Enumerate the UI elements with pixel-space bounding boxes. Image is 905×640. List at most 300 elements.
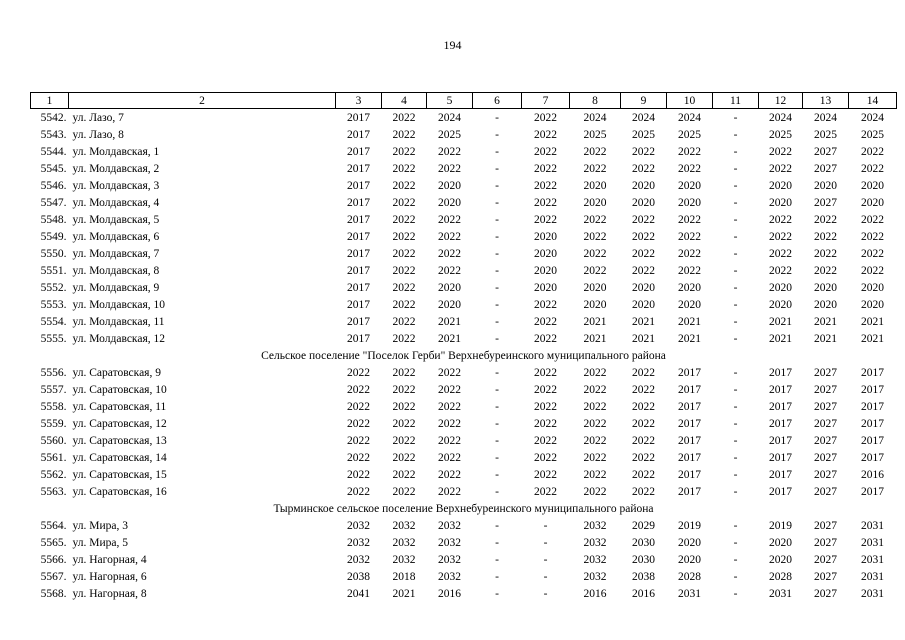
- year-cell-col-11: -: [733, 230, 738, 243]
- year-cell-col-14: 2031: [861, 519, 884, 532]
- address-cell: ул. Молдавская, 10: [72, 298, 165, 311]
- year-cell-col-3: 2017: [347, 111, 370, 124]
- year-cell-col-12: 2017: [769, 485, 792, 498]
- year-cell-col-4: 2022: [392, 162, 416, 175]
- year-cell-col-10: 2017: [678, 400, 701, 413]
- address-cell: ул. Молдавская, 5: [72, 213, 160, 226]
- year-cell-col-12: 2017: [769, 434, 792, 447]
- year-cell-col-6: -: [495, 247, 499, 260]
- year-cell-col-8: 2032: [583, 519, 607, 532]
- year-cell-col-12: 2025: [769, 128, 792, 141]
- year-cell-col-3: 2022: [347, 366, 370, 379]
- row-number: 5545.: [40, 162, 67, 175]
- year-cell-col-12: 2022: [769, 264, 792, 277]
- year-cell-col-12: 2021: [769, 315, 792, 328]
- year-cell-col-14: 2017: [861, 400, 884, 413]
- address-cell: ул. Саратовская, 14: [72, 451, 167, 464]
- year-cell-col-8: 2021: [583, 332, 607, 345]
- table-row: [31, 126, 897, 143]
- year-cell-col-9: 2022: [632, 247, 655, 260]
- row-number: 5558.: [40, 400, 67, 413]
- year-cell-col-6: -: [495, 383, 499, 396]
- year-cell-col-14: 2017: [861, 434, 884, 447]
- row-number-cell: [31, 568, 69, 585]
- column-header-11: 11: [713, 93, 759, 109]
- header-row: [31, 93, 897, 109]
- column-header-5: 5: [427, 93, 473, 109]
- year-cell-col-4: 2022: [392, 434, 416, 447]
- year-cell-col-5: 2020: [438, 298, 461, 311]
- year-cell-col-11: -: [733, 366, 738, 379]
- year-cell-col-13: 2021: [814, 332, 837, 345]
- year-cell-col-5: 2021: [438, 315, 461, 328]
- year-cell-col-9: 2025: [632, 128, 655, 141]
- year-cell-col-9: 2022: [632, 417, 655, 430]
- year-cell-col-6: -: [495, 162, 499, 175]
- year-cell-col-14: 2020: [861, 196, 884, 209]
- year-cell-col-5: 2020: [438, 196, 461, 209]
- year-cell-col-8: 2032: [583, 536, 607, 549]
- year-cell-col-12: 2022: [769, 162, 792, 175]
- year-cell-col-8: 2022: [583, 162, 607, 175]
- address-cell: ул. Молдавская, 1: [72, 145, 160, 158]
- year-cell-col-14: 2020: [861, 281, 884, 294]
- year-cell-col-14: 2031: [861, 536, 884, 549]
- year-cell-col-7: 2022: [534, 145, 557, 158]
- year-cell-col-4: 2022: [392, 264, 416, 277]
- row-number-cell: [31, 296, 69, 313]
- address-cell: ул. Лазо, 7: [72, 111, 124, 124]
- year-cell-col-3: 2022: [347, 485, 370, 498]
- year-cell-col-12: 2017: [769, 366, 792, 379]
- address-cell: ул. Саратовская, 12: [72, 417, 167, 430]
- year-cell-col-13: 2020: [814, 281, 837, 294]
- year-cell-col-11: -: [733, 587, 738, 600]
- year-cell-col-4: 2022: [392, 298, 416, 311]
- year-cell-col-7: 2022: [534, 196, 557, 209]
- year-cell-col-13: 2027: [814, 570, 837, 583]
- year-cell-col-9: 2022: [632, 213, 655, 226]
- year-cell-col-11: -: [733, 451, 738, 464]
- row-number: 5543.: [40, 128, 67, 141]
- address-cell: ул. Молдавская, 7: [72, 247, 160, 260]
- year-cell-col-4: 2032: [392, 536, 416, 549]
- year-cell-col-10: 2025: [678, 128, 701, 141]
- row-number-cell: [31, 126, 69, 143]
- year-cell-col-7: 2020: [534, 264, 557, 277]
- year-cell-col-12: 2021: [769, 332, 792, 345]
- year-cell-col-8: 2022: [583, 230, 607, 243]
- year-cell-col-7: 2020: [534, 281, 557, 294]
- year-cell-col-10: 2019: [678, 519, 701, 532]
- year-cell-col-12: 2020: [769, 179, 792, 192]
- year-cell-col-5: 2022: [438, 230, 461, 243]
- year-cell-col-3: 2032: [347, 553, 370, 566]
- row-number-cell: [31, 551, 69, 568]
- table-row: [31, 211, 897, 228]
- year-cell-col-5: 2032: [438, 536, 461, 549]
- year-cell-col-14: 2022: [861, 213, 884, 226]
- year-cell-col-9: 2022: [632, 264, 655, 277]
- year-cell-col-7: 2022: [534, 315, 557, 328]
- year-cell-col-13: 2027: [814, 485, 837, 498]
- section-header-row: [31, 347, 897, 364]
- table-row: [31, 228, 897, 245]
- year-cell-col-10: 2022: [678, 145, 701, 158]
- address-cell: ул. Саратовская, 10: [72, 383, 167, 396]
- table-row: [31, 177, 897, 194]
- year-cell-col-13: 2027: [814, 434, 837, 447]
- year-cell-col-11: -: [733, 162, 738, 175]
- year-cell-col-7: 2022: [534, 434, 557, 447]
- row-number-cell: [31, 364, 69, 381]
- year-cell-col-12: 2020: [769, 281, 792, 294]
- year-cell-col-10: 2017: [678, 417, 701, 430]
- year-cell-col-3: 2017: [347, 128, 370, 141]
- row-number-cell: [31, 228, 69, 245]
- year-cell-col-9: 2030: [632, 536, 655, 549]
- year-cell-col-5: 2022: [438, 247, 461, 260]
- year-cell-col-8: 2021: [583, 315, 607, 328]
- year-cell-col-11: -: [733, 570, 738, 583]
- year-cell-col-11: -: [733, 145, 738, 158]
- row-number-cell: [31, 466, 69, 483]
- year-cell-col-14: 2017: [861, 451, 884, 464]
- year-cell-col-7: 2022: [534, 468, 557, 481]
- year-cell-col-3: 2017: [347, 196, 370, 209]
- year-cell-col-3: 2017: [347, 332, 370, 345]
- year-cell-col-13: 2020: [814, 179, 837, 192]
- year-cell-col-5: 2022: [438, 264, 461, 277]
- year-cell-col-6: -: [495, 281, 499, 294]
- row-number: 5548.: [40, 213, 67, 226]
- row-number: 5546.: [40, 179, 67, 192]
- year-cell-col-9: 2020: [632, 196, 655, 209]
- year-cell-col-13: 2022: [814, 247, 837, 260]
- year-cell-col-10: 2017: [678, 468, 701, 481]
- row-number: 5550.: [40, 247, 67, 260]
- year-cell-col-8: 2020: [583, 281, 607, 294]
- row-number-cell: [31, 449, 69, 466]
- year-cell-col-14: 2017: [861, 485, 884, 498]
- year-cell-col-14: 2031: [861, 570, 884, 583]
- address-cell: ул. Лазо, 8: [72, 128, 124, 141]
- year-cell-col-7: 2022: [534, 332, 557, 345]
- row-number-cell: [31, 330, 69, 347]
- table-row: [31, 449, 897, 466]
- year-cell-col-3: 2017: [347, 145, 370, 158]
- year-cell-col-6: -: [495, 570, 499, 583]
- year-cell-col-3: 2032: [347, 519, 370, 532]
- column-header-9: 9: [621, 93, 667, 109]
- year-cell-col-3: 2017: [347, 264, 370, 277]
- year-cell-col-7: 2022: [534, 417, 557, 430]
- year-cell-col-11: -: [733, 298, 738, 311]
- row-number: 5567.: [40, 570, 67, 583]
- table-row: [31, 415, 897, 432]
- year-cell-col-3: 2022: [347, 383, 370, 396]
- column-header-12: 12: [759, 93, 803, 109]
- year-cell-col-4: 2022: [392, 400, 416, 413]
- year-cell-col-10: 2020: [678, 179, 701, 192]
- year-cell-col-13: 2021: [814, 315, 837, 328]
- year-cell-col-11: -: [733, 315, 738, 328]
- year-cell-col-8: 2022: [583, 417, 607, 430]
- year-cell-col-6: -: [495, 145, 499, 158]
- year-cell-col-10: 2020: [678, 281, 701, 294]
- year-cell-col-6: -: [495, 519, 499, 532]
- year-cell-col-11: -: [733, 179, 738, 192]
- column-header-3: 3: [336, 93, 382, 109]
- year-cell-col-4: 2022: [392, 468, 416, 481]
- year-cell-col-12: 2020: [769, 298, 792, 311]
- year-cell-col-14: 2022: [861, 247, 884, 260]
- year-cell-col-5: 2020: [438, 281, 461, 294]
- year-cell-col-14: 2016: [861, 468, 884, 481]
- table-row: [31, 279, 897, 296]
- year-cell-col-8: 2022: [583, 213, 607, 226]
- year-cell-col-11: -: [733, 468, 738, 481]
- year-cell-col-6: -: [495, 485, 499, 498]
- year-cell-col-8: 2032: [583, 553, 607, 566]
- year-cell-col-13: 2025: [814, 128, 837, 141]
- year-cell-col-6: -: [495, 417, 499, 430]
- year-cell-col-8: 2022: [583, 434, 607, 447]
- year-cell-col-10: 2028: [678, 570, 701, 583]
- row-number: 5554.: [40, 315, 67, 328]
- column-header-1: 1: [31, 93, 69, 109]
- year-cell-col-7: 2020: [534, 247, 557, 260]
- year-cell-col-10: 2022: [678, 213, 701, 226]
- year-cell-col-10: 2020: [678, 298, 701, 311]
- year-cell-col-10: 2022: [678, 264, 701, 277]
- year-cell-col-10: 2020: [678, 196, 701, 209]
- table-row: [31, 296, 897, 313]
- year-cell-col-9: 2038: [632, 570, 655, 583]
- year-cell-col-8: 2022: [583, 264, 607, 277]
- year-cell-col-5: 2032: [438, 570, 461, 583]
- table-row: [31, 432, 897, 449]
- year-cell-col-13: 2027: [814, 417, 837, 430]
- year-cell-col-14: 2020: [861, 179, 884, 192]
- year-cell-col-6: -: [495, 264, 499, 277]
- year-cell-col-12: 2017: [769, 468, 792, 481]
- year-cell-col-3: 2017: [347, 281, 370, 294]
- year-cell-col-5: 2022: [438, 145, 461, 158]
- row-number: 5555.: [40, 332, 67, 345]
- year-cell-col-9: 2022: [632, 468, 655, 481]
- year-cell-col-7: 2022: [534, 128, 557, 141]
- row-number: 5565.: [40, 536, 67, 549]
- year-cell-col-8: 2016: [583, 587, 607, 600]
- year-cell-col-8: 2022: [583, 468, 607, 481]
- table-row: [31, 330, 897, 347]
- year-cell-col-11: -: [733, 519, 738, 532]
- row-number-cell: [31, 160, 69, 177]
- table-row: [31, 143, 897, 160]
- year-cell-col-13: 2027: [814, 196, 837, 209]
- row-number: 5563.: [40, 485, 67, 498]
- row-number: 5549.: [40, 230, 67, 243]
- year-cell-col-14: 2017: [861, 366, 884, 379]
- year-cell-col-5: 2025: [438, 128, 461, 141]
- year-cell-col-6: -: [495, 196, 499, 209]
- year-cell-col-9: 2022: [632, 366, 655, 379]
- year-cell-col-5: 2020: [438, 179, 461, 192]
- year-cell-col-3: 2022: [347, 417, 370, 430]
- year-cell-col-14: 2024: [861, 111, 884, 124]
- column-header-7: 7: [522, 93, 570, 109]
- column-header-13: 13: [803, 93, 849, 109]
- year-cell-col-10: 2031: [678, 587, 701, 600]
- year-cell-col-5: 2022: [438, 400, 461, 413]
- year-cell-col-12: 2020: [769, 196, 792, 209]
- year-cell-col-10: 2022: [678, 162, 701, 175]
- year-cell-col-5: 2032: [438, 553, 461, 566]
- year-cell-col-5: 2022: [438, 213, 461, 226]
- row-number-cell: [31, 432, 69, 449]
- year-cell-col-14: 2020: [861, 298, 884, 311]
- address-cell: ул. Нагорная, 4: [72, 553, 147, 566]
- year-cell-col-5: 2022: [438, 434, 461, 447]
- year-cell-col-13: 2027: [814, 587, 837, 600]
- year-cell-col-12: 2017: [769, 451, 792, 464]
- year-cell-col-14: 2031: [861, 587, 884, 600]
- row-number-cell: [31, 381, 69, 398]
- year-cell-col-13: 2027: [814, 536, 837, 549]
- year-cell-col-9: 2022: [632, 230, 655, 243]
- year-cell-col-11: -: [733, 264, 738, 277]
- year-cell-col-7: 2022: [534, 400, 557, 413]
- year-cell-col-11: -: [733, 213, 738, 226]
- year-cell-col-11: -: [733, 400, 738, 413]
- year-cell-col-7: 2022: [534, 298, 557, 311]
- address-cell: ул. Саратовская, 15: [72, 468, 167, 481]
- year-cell-col-12: 2017: [769, 417, 792, 430]
- year-cell-col-4: 2022: [392, 366, 416, 379]
- row-number: 5542.: [40, 111, 67, 124]
- year-cell-col-13: 2027: [814, 519, 837, 532]
- year-cell-col-10: 2020: [678, 536, 701, 549]
- year-cell-col-4: 2022: [392, 332, 416, 345]
- year-cell-col-11: -: [733, 383, 738, 396]
- year-cell-col-9: 2024: [632, 111, 655, 124]
- year-cell-col-3: 2032: [347, 536, 370, 549]
- row-number: 5547.: [40, 196, 67, 209]
- year-cell-col-9: 2022: [632, 434, 655, 447]
- year-cell-col-4: 2022: [392, 145, 416, 158]
- table-row: [31, 364, 897, 381]
- table-body: [31, 109, 897, 603]
- year-cell-col-8: 2032: [583, 570, 607, 583]
- year-cell-col-5: 2022: [438, 366, 461, 379]
- year-cell-col-13: 2027: [814, 145, 837, 158]
- row-number: 5568.: [40, 587, 67, 600]
- address-cell: ул. Молдавская, 11: [72, 315, 165, 328]
- row-number-cell: [31, 143, 69, 160]
- year-cell-col-5: 2021: [438, 332, 461, 345]
- column-header-10: 10: [667, 93, 713, 109]
- row-number-cell: [31, 415, 69, 432]
- year-cell-col-3: 2017: [347, 230, 370, 243]
- table-row: [31, 245, 897, 262]
- year-cell-col-5: 2022: [438, 451, 461, 464]
- year-cell-col-14: 2017: [861, 383, 884, 396]
- year-cell-col-13: 2027: [814, 383, 837, 396]
- year-cell-col-4: 2022: [392, 383, 416, 396]
- row-number: 5566.: [40, 553, 67, 566]
- year-cell-col-12: 2017: [769, 400, 792, 413]
- year-cell-col-10: 2021: [678, 332, 701, 345]
- year-cell-col-12: 2022: [769, 145, 792, 158]
- table-row: [31, 109, 897, 127]
- row-number: 5552.: [40, 281, 67, 294]
- year-cell-col-4: 2022: [392, 281, 416, 294]
- row-number-cell: [31, 211, 69, 228]
- year-cell-col-13: 2027: [814, 468, 837, 481]
- year-cell-col-3: 2017: [347, 162, 370, 175]
- row-number-cell: [31, 585, 69, 602]
- year-cell-col-9: 2016: [632, 587, 655, 600]
- year-cell-col-9: 2021: [632, 332, 655, 345]
- row-number: 5557.: [40, 383, 67, 396]
- year-cell-col-13: 2022: [814, 264, 837, 277]
- year-cell-col-13: 2027: [814, 451, 837, 464]
- column-header-2: 2: [69, 93, 336, 109]
- table-row: [31, 381, 897, 398]
- year-cell-col-11: -: [733, 196, 738, 209]
- year-cell-col-14: 2031: [861, 553, 884, 566]
- year-cell-col-4: 2022: [392, 111, 416, 124]
- year-cell-col-3: 2022: [347, 468, 370, 481]
- year-cell-col-9: 2030: [632, 553, 655, 566]
- year-cell-col-8: 2022: [583, 400, 607, 413]
- year-cell-col-12: 2028: [769, 570, 792, 583]
- year-cell-col-4: 2032: [392, 519, 416, 532]
- year-cell-col-6: -: [495, 213, 499, 226]
- year-cell-col-7: -: [543, 536, 548, 549]
- year-cell-col-5: 2022: [438, 162, 461, 175]
- year-cell-col-7: 2022: [534, 366, 557, 379]
- year-cell-col-6: -: [495, 468, 499, 481]
- year-cell-col-6: -: [495, 400, 499, 413]
- year-cell-col-10: 2022: [678, 230, 701, 243]
- year-cell-col-13: 2022: [814, 213, 837, 226]
- year-cell-col-3: 2017: [347, 247, 370, 260]
- table-row: [31, 568, 897, 585]
- year-cell-col-12: 2024: [769, 111, 792, 124]
- year-cell-col-10: 2017: [678, 434, 701, 447]
- year-cell-col-13: 2020: [814, 298, 837, 311]
- table-row: [31, 585, 897, 602]
- section-title: Сельское поселение "Поселок Герби" Верхнебуреинского муниципального района: [261, 349, 666, 362]
- year-cell-col-3: 2038: [347, 570, 370, 583]
- year-cell-col-10: 2017: [678, 451, 701, 464]
- year-cell-col-13: 2027: [814, 162, 837, 175]
- year-cell-col-11: -: [733, 553, 738, 566]
- address-cell: ул. Молдавская, 12: [72, 332, 165, 345]
- year-cell-col-8: 2020: [583, 179, 607, 192]
- year-cell-col-7: -: [543, 519, 548, 532]
- row-number-cell: [31, 483, 69, 500]
- row-number-cell: [31, 177, 69, 194]
- year-cell-col-14: 2017: [861, 417, 884, 430]
- year-cell-col-8: 2022: [583, 145, 607, 158]
- year-cell-col-10: 2022: [678, 247, 701, 260]
- column-header-6: 6: [473, 93, 522, 109]
- column-header-14: 14: [849, 93, 897, 109]
- year-cell-col-9: 2022: [632, 485, 655, 498]
